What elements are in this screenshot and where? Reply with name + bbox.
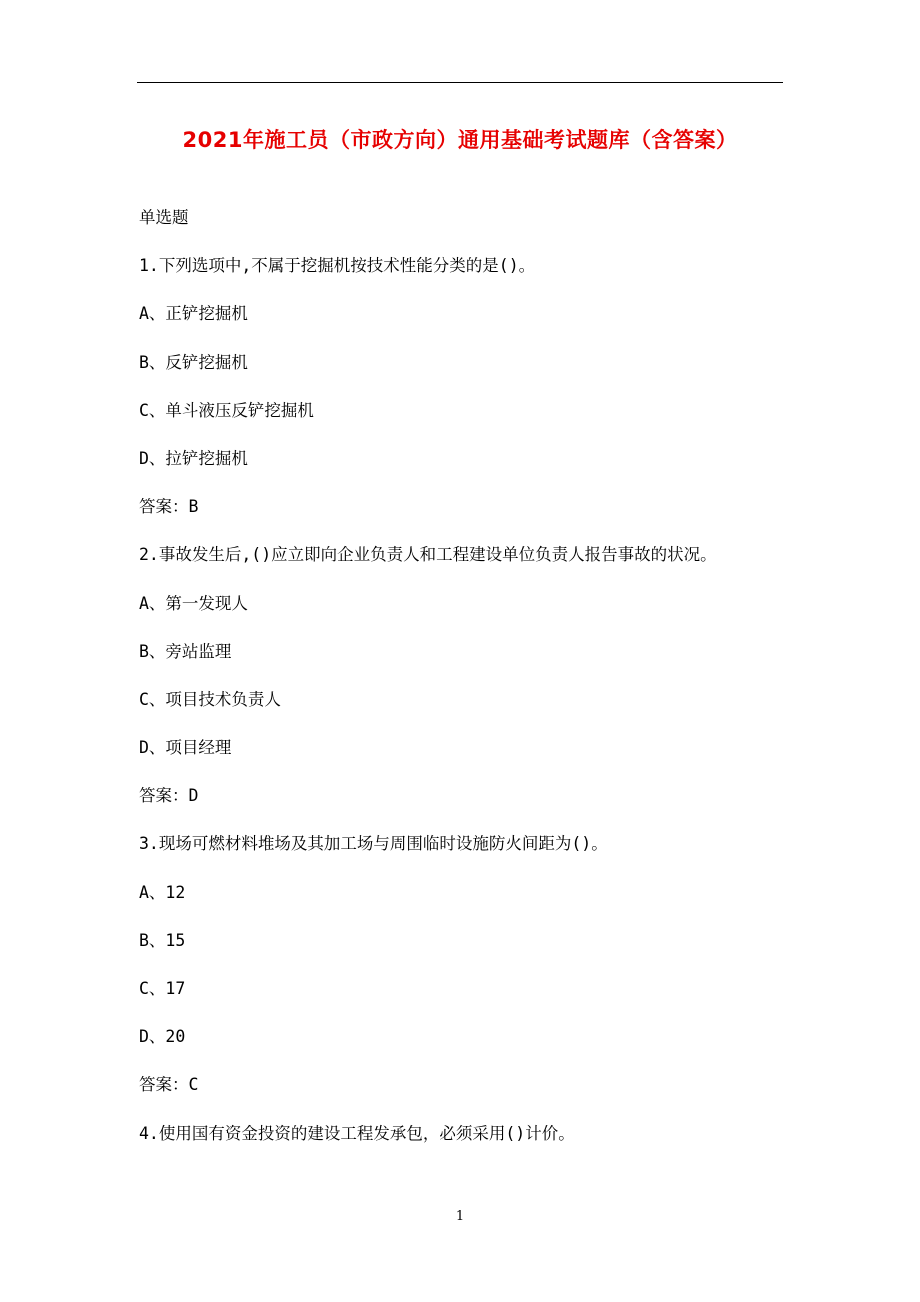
document-body [139,203,789,1167]
question-2-option-c: C、项目技术负责人 [139,689,281,709]
question-2-stem: 2.事故发生后,()应立即向企业负责人和工程建设单位负责人报告事故的状况。 [139,545,717,565]
question-1-option-c: C、单斗液压反铲挖掘机 [139,400,314,420]
question-3-option-d: D、20 [139,1027,186,1047]
question-2-answer: 答案：D [139,786,199,806]
question-2-option-a: A、第一发现人 [139,593,248,613]
question-1-stem: 1.下列选项中,不属于挖掘机按技术性能分类的是()。 [139,256,536,276]
section-heading: 单选题 [139,208,189,227]
question-3-stem: 3.现场可燃材料堆场及其加工场与周围临时设施防火间距为()。 [139,834,608,854]
page-number: 1 [455,1209,465,1224]
question-4-stem: 4.使用国有资金投资的建设工程发承包，必须采用()计价。 [139,1123,575,1143]
question-3-option-b: B、15 [139,930,186,950]
question-2-option-b: B、旁站监理 [139,641,232,661]
question-3-answer: 答案：C [139,1075,199,1095]
question-3-option-c: C、17 [139,979,186,998]
header-rule [137,82,783,83]
document-title: 2021年施工员（市政方向）通用基础考试题库（含答案） [182,128,738,152]
question-1-option-d: D、拉铲挖掘机 [139,448,248,468]
question-2-option-d: D、项目经理 [139,738,232,758]
question-1-option-a: A、正铲挖掘机 [139,304,248,324]
question-1-option-b: B、反铲挖掘机 [139,352,248,372]
question-3-option-a: A、12 [139,882,186,902]
question-1-answer: 答案：B [139,497,199,517]
